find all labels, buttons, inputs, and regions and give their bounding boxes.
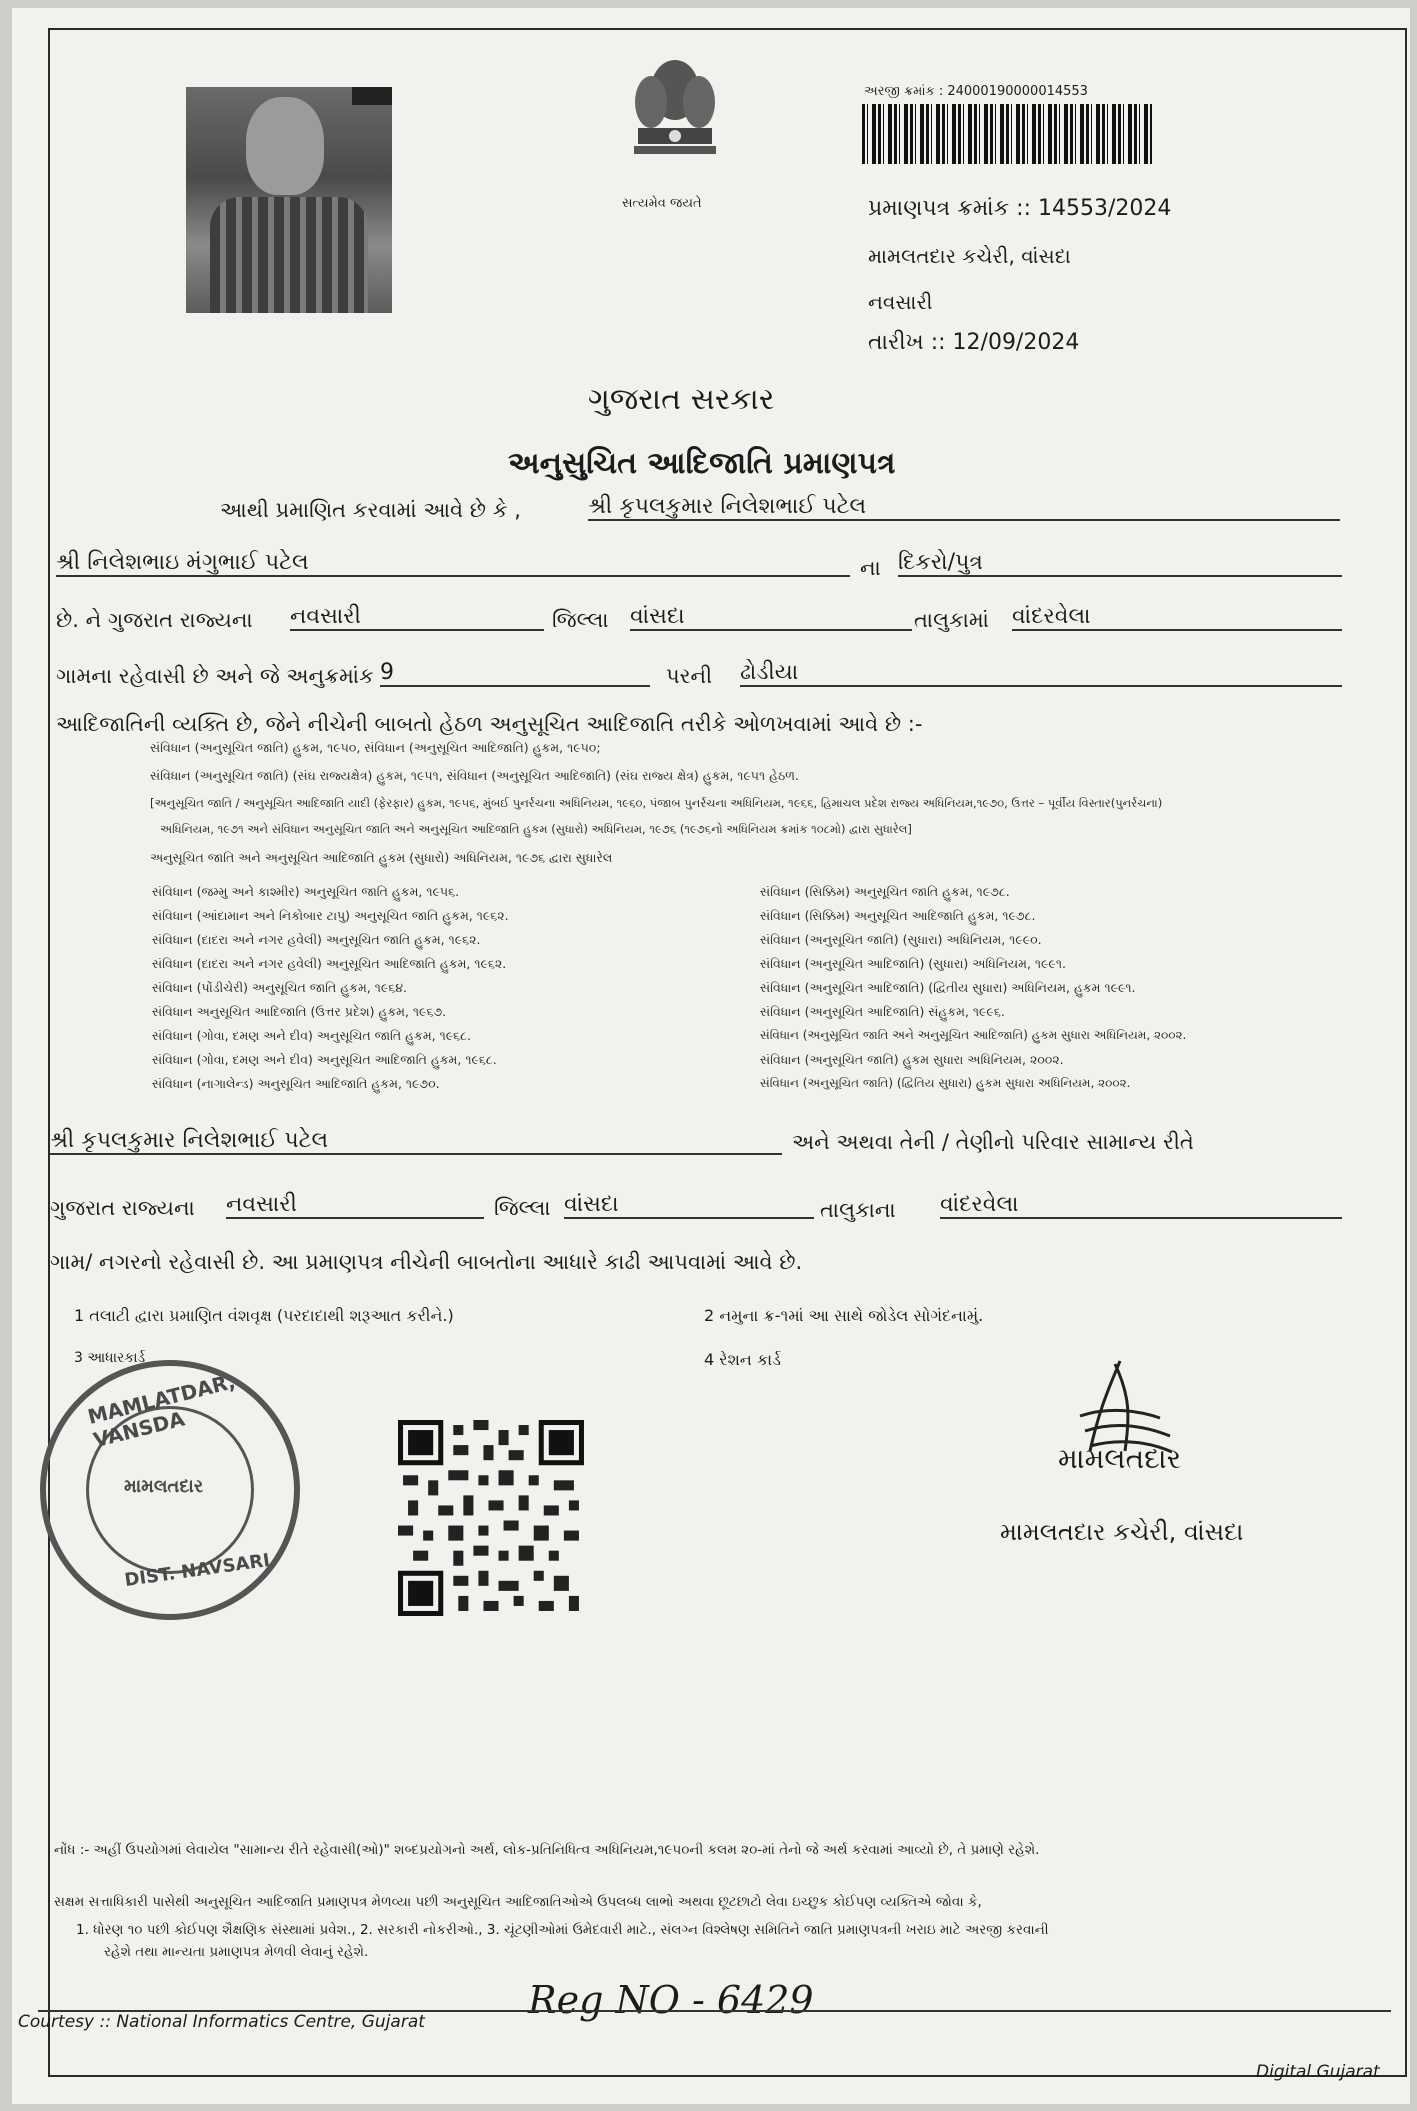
na-label: ના (860, 556, 881, 580)
application-number: અરજી ક્રમાંક : 24000190000014553 (864, 84, 1088, 99)
photo-body (210, 197, 368, 313)
courtesy-text: Courtesy :: National Informatics Centre, Gujarat (18, 2012, 425, 2032)
signatory-title: મામલતદાર (1058, 1442, 1182, 1475)
residence-name: શ્રી કૃપલકુમાર નિલેશભાઈ પટેલ (50, 1128, 782, 1155)
act-left-item: સંવિધાન (પોંડીચેરી) અનુસૂચિત જાતિ હુકમ, ૧૯૬૪. (152, 980, 408, 995)
footer-instruction: 1. ધોરણ ૧૦ પછી કોઈપણ શૈક્ષણિક સંસ્થામાં પ્રવેશ., 2. સરકારી નોકરીઓ., 3. ચૂંટણીઓમાં ઉમેદવારી માટે., સંલગ્ન વિશ્લેષણ સમિતિને જાતિ પ્રમાણપત્રની ખરાઇ માટે અરજી કરવાની (76, 1922, 1049, 1938)
act-line: સંવિધાન (અનુસૂચિત જાતિ) હુકમ, ૧૯૫૦, સંવિધાન (અનુસૂચિત આદિજાતિ) હુકમ, ૧૯૫૦; (150, 740, 601, 755)
act-right-item: સંવિધાન (સિક્કિમ) અનુસૂચિત આદિજાતિ હુકમ, ૧૯૭૮. (760, 908, 1036, 923)
taluka-value: વાંદરવેલા (1012, 604, 1342, 631)
residence-state-value: નવસારી (226, 1192, 484, 1219)
act-right-item: સંવિધાન (અનુસૂચિત આદિજાતિ) (દ્વિતીય સુધારા) અધિનિયમ, હુકમ ૧૯૯૧. (760, 980, 1136, 995)
father-name: શ્રી નિલેશભાઇ મંગુભાઈ પટેલ (56, 550, 850, 577)
act-left-item: સંવિધાન (દાદરા અને નગર હવેલી) અનુસૂચિત જાતિ હુકમ, ૧૯૬૨. (152, 932, 481, 947)
official-seal (40, 1360, 300, 1620)
act-right-item: સંવિધાન (અનુસૂચિત જાતિ) હુકમ સુધારા અધિનિયમ, ૨૦૦૨. (760, 1052, 1064, 1067)
barcode (862, 104, 1152, 164)
residence-state-label: ગુજરાત રાજ્યના (50, 1196, 195, 1220)
act-left-item: સંવિધાન (નાગાલેન્ડ) અનુસૂચિત આદિજાતિ હુકમ, ૧૯૭૦. (152, 1076, 440, 1091)
act-right-item: સંવિધાન (અનુસૂચિત આદિજાતિ) સંહુકમ, ૧૯૯૬. (760, 1004, 1005, 1019)
certificate-title: અનુસુચિત આદિજાતિ પ્રમાણપત્ર (508, 446, 896, 481)
taluka-label: તાલુકામાં (914, 608, 989, 632)
digital-gujarat-brand: Digital Gujarat (1256, 2062, 1380, 2082)
document-item: 3 આધારકાર્ડ (74, 1350, 146, 1366)
photo-tag (352, 87, 392, 105)
act-line: સંવિધાન (અનુસૂચિત જાતિ) (સંઘ રાજ્યક્ષેત્ર) હુકમ, ૧૯૫૧, સંવિધાન (અનુસૂચિત આદિજાતિ) (સંઘ રાજ્ય ક્ષેત્ર) હુકમ, ૧૯૫૧ હેઠળ. (150, 768, 799, 783)
act-line: અનુસૂચિત જાતિ અને અનુસૂચિત આદિજાતિ હુકમ (સુધારો) અધિનિયમ, ૧૯૭૬ દ્વારા સુધારેલ (150, 850, 613, 865)
act-right-item: સંવિધાન (અનુસૂચિત આદિજાતિ) (સુધારા) અધિનિયમ, ૧૯૯૧. (760, 956, 1066, 971)
certificate-number: પ્રમાણપત્ર ક્રમાંક :: 14553/2024 (868, 196, 1172, 221)
seal-inner-text: મામલતદાર (124, 1476, 204, 1497)
act-left-item: સંવિધાન (ગોવા, દમણ અને દીવ) અનુસૂચિત આદિજાતિ હુકમ, ૧૯૬૮. (152, 1052, 497, 1067)
relation-value: દિકરો/પુત્ર (898, 550, 1342, 577)
qr-code (398, 1420, 584, 1616)
act-left-item: સંવિધાન (જમ્મુ અને કાશ્મીર) અનુસૂચિત જાતિ હુકમ, ૧૯૫૬. (152, 884, 460, 899)
basis-text: ગામ/ નગરનો રહેવાસી છે. આ પ્રમાણપત્ર નીચેની બાબતોના આધારે કાઢી આપવામાં આવે છે. (50, 1250, 803, 1274)
emblem-caption: સત્યમેવ જયતે (622, 196, 702, 211)
applicant-name: શ્રી કૃપલકુમાર નિલેશભાઈ પટેલ (588, 494, 1340, 521)
residence-district-value: વાંસદા (564, 1192, 814, 1219)
photo-face (246, 97, 324, 195)
footer-instruction: સક્ષમ સત્તાધિકારી પાસેથી અનુસૂચિત આદિજાતિ પ્રમાણપત્ર મેળવ્યા પછી અનુસૂચિત આદિજાતિઓએ ઉપલબ્ધ લાભો અથવા છૂટછાટો લેવા ઇચ્છુક કોઈપણ વ્યક્તિએ જોવા કે, (54, 1894, 982, 1910)
serial-number: 9 (380, 660, 650, 687)
footer-note: નોંધ :- અહીં ઉપયોગમાં લેવાયેલ "સામાન્ય રીતે રહેવાસી(ઓ)" શબ્દપ્રયોગનો અર્થ, લોક-પ્રતિનિધિત્વ અધિનિયમ,૧૯૫૦ની કલમ ૨૦-માં તેનો જે અર્થ કરવામાં આવ્યો છે, તે પ્રમાણે રહેશે. (54, 1842, 1040, 1858)
seal-top-text: MAMLATDAR, VANSDA (85, 1369, 238, 1453)
state-value: નવસારી (290, 604, 544, 631)
act-left-item: સંવિધાન (આંદામાન અને નિકોબાર ટાપુ) અનુસૂચિત જાતિ હુકમ, ૧૯૬૨. (152, 908, 509, 923)
act-line: અધિનિયમ, ૧૯૭૧ અને સંવિધાન અનુસૂચિત જાતિ અને અનુસૂચિત આદિજાતિ હુકમ (સુધારો) અધિનિયમ, ૧૯૭૬ (૧૯૭૬નો અધિનિયમ ક્રમાંક ૧૦૮મો) દ્વારા સુધારેલ] (160, 822, 912, 836)
act-right-item: સંવિધાન (સિક્કિમ) અનુસૂચિત જાતિ હુકમ, ૧૯૭૮. (760, 884, 1010, 899)
act-right-item: સંવિધાન (અનુસૂચિત જાતિ અને અનુસૂચિત આદિજાતિ) હુકમ સુધારા અધિનિયમ, ૨૦૦૨. (760, 1028, 1187, 1042)
tribe-label: પરની (666, 664, 713, 688)
recognition-text: આદિજાતિની વ્યક્તિ છે, જેને નીચેની બાબતો હેઠળ અનુસૂચિત આદિજાતિ તરીકે ઓળખવામાં આવે છે :- (56, 712, 923, 736)
act-left-item: સંવિધાન (ગોવા, દમણ અને દીવ) અનુસૂચિત જાતિ હુકમ, ૧૯૬૮. (152, 1028, 471, 1043)
applicant-photo (186, 87, 392, 313)
government-title: ગુજરાત સરકાર (588, 382, 775, 417)
handwritten-reg-number: Reg NO - 6429 (528, 1978, 814, 2022)
act-right-item: સંવિધાન (અનુસૂચિત જાતિ) (દ્વિતિય સુધારા) હુકમ સુધારા અધિનિયમ, ૨૦૦૨. (760, 1076, 1131, 1090)
district-value: વાંસદા (630, 604, 912, 631)
act-left-item: સંવિધાન અનુસૂચિત આદિજાતિ (ઉત્તર પ્રદેશ) હુકમ, ૧૯૬૭. (152, 1004, 447, 1019)
act-line: [અનુસૂચિત જાતિ / અનુસૂચિત આદિજાતિ યાદી (ફેરફાર) હુકમ, ૧૯૫૬, મુંબઈ પુનર્રચના અધિનિયમ, ૧૯૬૦, પંજાબ પુનર્રચના અધિનિયમ, ૧૯૬૬, હિમાચલ પ્રદેશ રાજ્ય અધિનિયમ,૧૯૭૦, ઉત્તર – પૂર્વીય વિસ્તાર(પુનર્રચના) (150, 796, 1163, 810)
footer-instruction: રહેશે તથા માન્યતા પ્રમાણપત્ર મેળવી લેવાનું રહેશે. (104, 1944, 369, 1960)
document-item: 2 નમુના ક્ર-૧માં આ સાથે જોડેલ સોગંદનામું. (704, 1306, 984, 1325)
act-left-item: સંવિધાન (દાદરા અને નગર હવેલી) અનુસૂચિત આદિજાતિ હુકમ, ૧૯૬૨. (152, 956, 507, 971)
document-item: 4 રેશન કાર્ડ (704, 1350, 781, 1369)
residence-taluka-label: તાલુકાના (820, 1198, 896, 1222)
issue-date: તારીખ :: 12/09/2024 (868, 330, 1080, 355)
tribe-value: ઢોડીયા (740, 660, 1342, 687)
issuing-district: નવસારી (868, 290, 933, 314)
document-item: 1 તલાટી દ્વારા પ્રમાણિત વંશવૃક્ષ (પરદાદાથી શરૂઆત કરીને.) (74, 1306, 454, 1325)
residence-taluka-value: વાંદરવેલા (940, 1192, 1342, 1219)
state-label: છે. ને ગુજરાત રાજ્યના (56, 608, 253, 632)
seal-bottom-text: DIST. NAVSARI (123, 1549, 272, 1592)
issuing-office: મામલતદાર કચેરી, વાંસદા (868, 244, 1071, 268)
village-label: ગામના રહેવાસી છે અને જે અનુક્રમાંક (56, 664, 374, 688)
national-emblem-icon (616, 52, 734, 192)
district-label: જિલ્લા (552, 608, 609, 632)
act-right-item: સંવિધાન (અનુસૂચિત જાતિ) (સુધારા) અધિનિયમ, ૧૯૯૦. (760, 932, 1042, 947)
family-text: અને અથવા તેની / તેણીનો પરિવાર સામાન્ય રીતે (792, 1130, 1194, 1154)
certify-text: આથી પ્રમાણિત કરવામાં આવે છે કે , (220, 498, 521, 522)
signatory-office: મામલતદાર કચેરી, વાંસદા (1000, 1518, 1244, 1546)
residence-district-label: જિલ્લા (494, 1196, 551, 1220)
